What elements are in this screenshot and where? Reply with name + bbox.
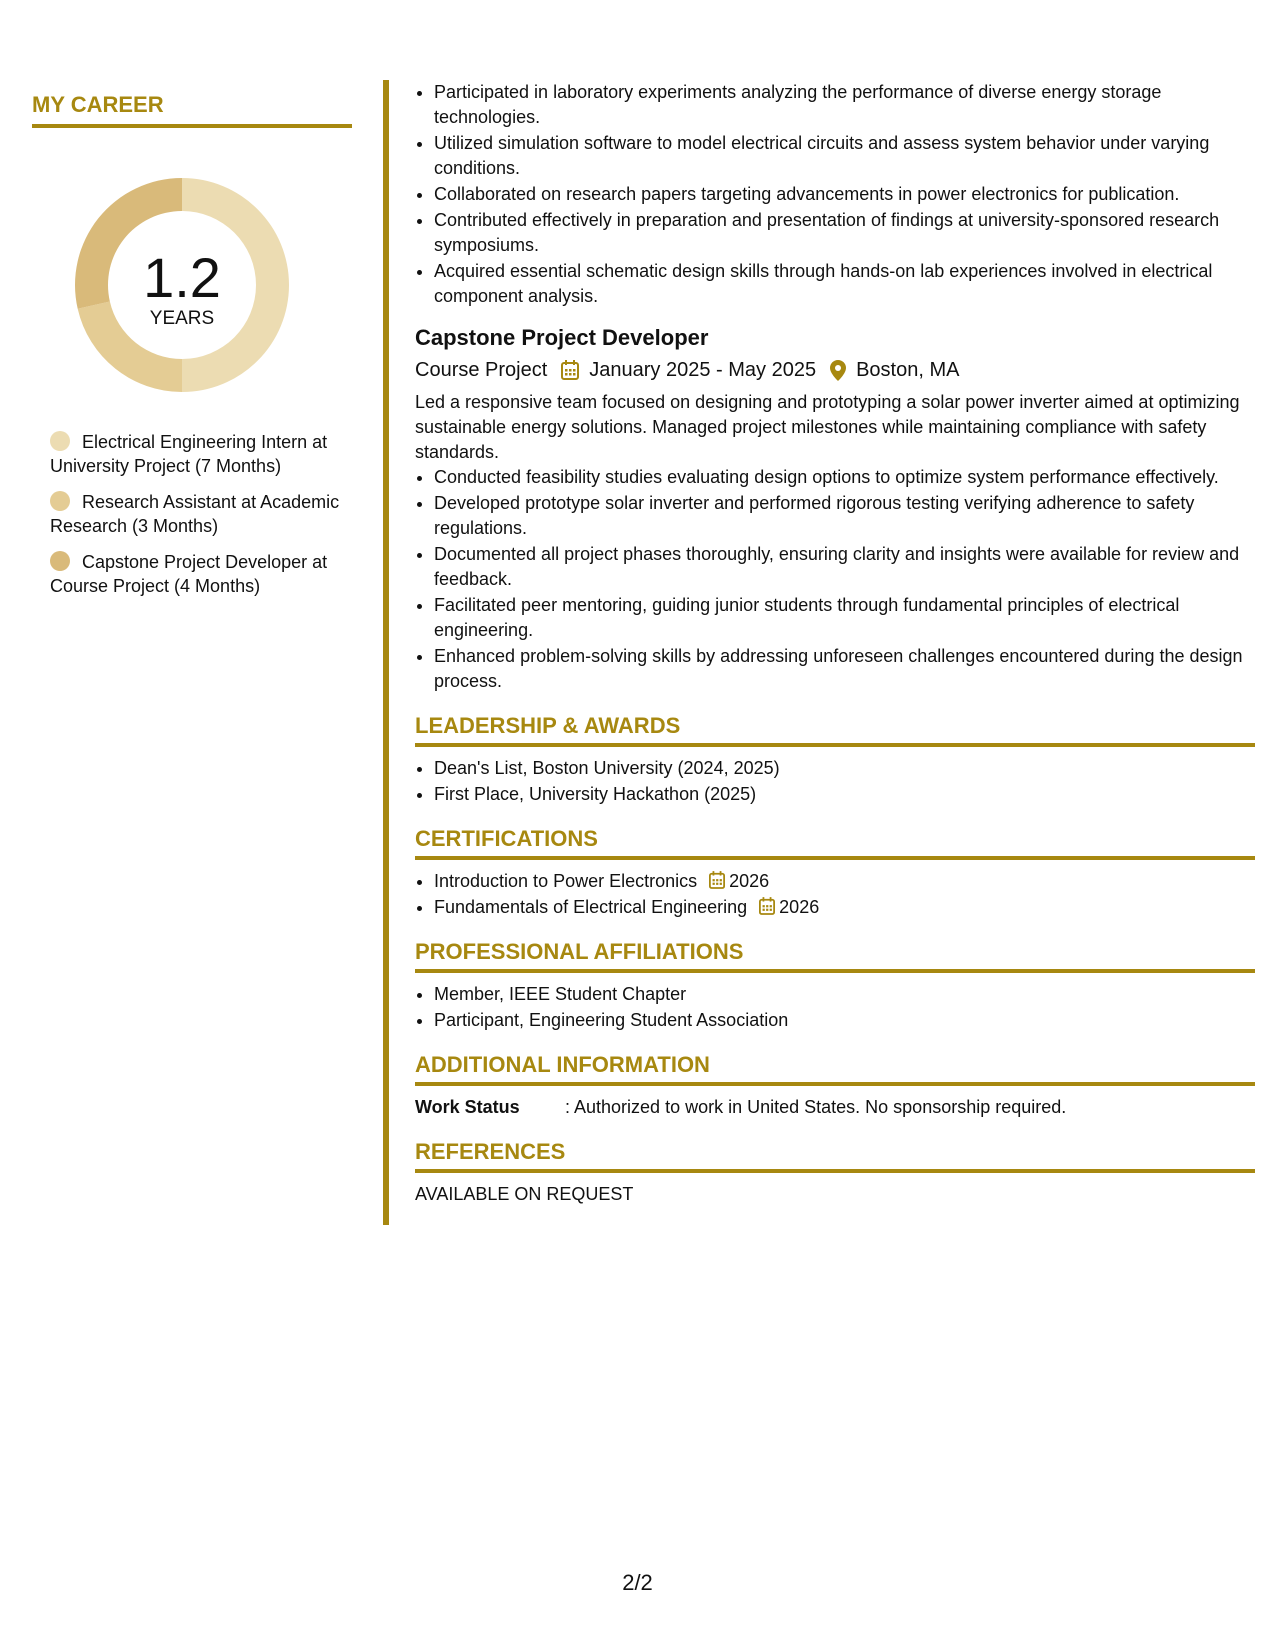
legend-label: Capstone Project Developer at Course Project (4 Months) bbox=[50, 552, 328, 596]
career-sidebar bbox=[32, 92, 352, 610]
certification-name: Fundamentals of Electrical Engineering bbox=[434, 897, 748, 917]
references-text: AVAILABLE ON REQUEST bbox=[415, 1184, 634, 1204]
legend-label: Research Assistant at Academic Research (3 Months) bbox=[50, 492, 340, 536]
previous-job-bullets bbox=[415, 80, 1255, 309]
affiliation-item: • Member, IEEE Student Chapter bbox=[434, 982, 1255, 1007]
bullet-item: • Facilitated peer mentoring, guiding junior students through fundamental principles of electrical engineering. bbox=[434, 593, 1255, 643]
legend-dot-intern bbox=[50, 431, 70, 451]
additional-info-heading: ADDITIONAL INFORMATION bbox=[415, 1051, 1255, 1086]
certifications-heading: CERTIFICATIONS bbox=[415, 825, 1255, 860]
certification-item bbox=[434, 869, 1255, 894]
career-legend bbox=[50, 430, 340, 598]
certification-item bbox=[434, 895, 1255, 920]
bullet-item: • Developed prototype solar inverter and performed rigorous testing verifying adherence to safety regulations. bbox=[434, 491, 1255, 541]
references-heading: REFERENCES bbox=[415, 1138, 1255, 1173]
work-status-label: Work Status bbox=[415, 1097, 520, 1117]
award-item: • Dean's List, Boston University (2024, 2025) bbox=[434, 756, 1255, 781]
bullet-item: • Contributed effectively in preparation and presentation of findings at university-sponsored research symposiums. bbox=[434, 208, 1255, 258]
work-status-row bbox=[415, 1095, 1255, 1120]
work-status-value: : Authorized to work in United States. No sponsorship required. bbox=[565, 1097, 1067, 1117]
page-number: 2/2 bbox=[622, 1570, 653, 1595]
leadership-heading: LEADERSHIP & AWARDS bbox=[415, 712, 1255, 747]
bullet-item: • Collaborated on research papers targeting advancements in power electronics for publication. bbox=[434, 182, 1255, 207]
bullet-item: • Participated in laboratory experiments analyzing the performance of diverse energy storage technologies. bbox=[434, 80, 1255, 130]
bullet-item: • Documented all project phases thoroughly, ensuring clarity and insights were available for review and feedback. bbox=[434, 542, 1255, 592]
total-experience-unit: YEARS bbox=[149, 308, 215, 329]
donut-center bbox=[67, 170, 297, 400]
legend-label: Electrical Engineering Intern at University Project (7 Months) bbox=[50, 432, 328, 476]
main-column bbox=[415, 80, 1255, 1207]
bullet-item: • Acquired essential schematic design skills through hands-on lab experiences involved in electrical component analysis. bbox=[434, 259, 1255, 309]
certification-year: 2026 bbox=[729, 871, 770, 891]
total-experience-number: 1.2 bbox=[143, 246, 221, 309]
calendar-icon bbox=[709, 871, 725, 889]
bullet-item: • Enhanced problem-solving skills by addressing unforeseen challenges encountered during the design process. bbox=[434, 644, 1255, 694]
job-dates: January 2025 - May 2025 bbox=[589, 359, 817, 381]
job-org: Course Project bbox=[415, 359, 548, 381]
capstone-bullets bbox=[415, 465, 1255, 694]
certifications-list bbox=[415, 869, 1255, 920]
calendar-icon bbox=[561, 360, 579, 380]
affiliation-item: • Participant, Engineering Student Association bbox=[434, 1008, 1255, 1033]
bullet-item: • Conducted feasibility studies evaluating design options to optimize system performance effectively. bbox=[434, 465, 1255, 490]
legend-item bbox=[50, 430, 340, 478]
leadership-list bbox=[415, 756, 1255, 807]
affiliations-heading: PROFESSIONAL AFFILIATIONS bbox=[415, 938, 1255, 973]
location-pin-icon bbox=[830, 360, 846, 381]
certification-year: 2026 bbox=[779, 897, 820, 917]
certification-name: Introduction to Power Electronics bbox=[434, 871, 698, 891]
legend-dot-capstone bbox=[50, 551, 70, 571]
career-donut-chart bbox=[67, 170, 297, 400]
calendar-icon bbox=[759, 897, 775, 915]
legend-dot-research bbox=[50, 491, 70, 511]
career-heading: MY CAREER bbox=[32, 92, 352, 128]
job-title: Capstone Project Developer bbox=[415, 325, 709, 350]
job-description: Led a responsive team focused on designing and prototyping a solar power inverter aimed at optimizing sustainable energy solutions. Managed project milestones while maintaining compliance with safety standards. bbox=[415, 392, 1240, 462]
vertical-divider bbox=[383, 80, 389, 1225]
legend-item bbox=[50, 490, 340, 538]
job-location: Boston, MA bbox=[856, 359, 960, 381]
job-meta bbox=[415, 356, 1255, 384]
bullet-item: • Utilized simulation software to model electrical circuits and assess system behavior under varying conditions. bbox=[434, 131, 1255, 181]
affiliations-list bbox=[415, 982, 1255, 1033]
award-item: • First Place, University Hackathon (2025) bbox=[434, 782, 1255, 807]
legend-item bbox=[50, 550, 340, 598]
